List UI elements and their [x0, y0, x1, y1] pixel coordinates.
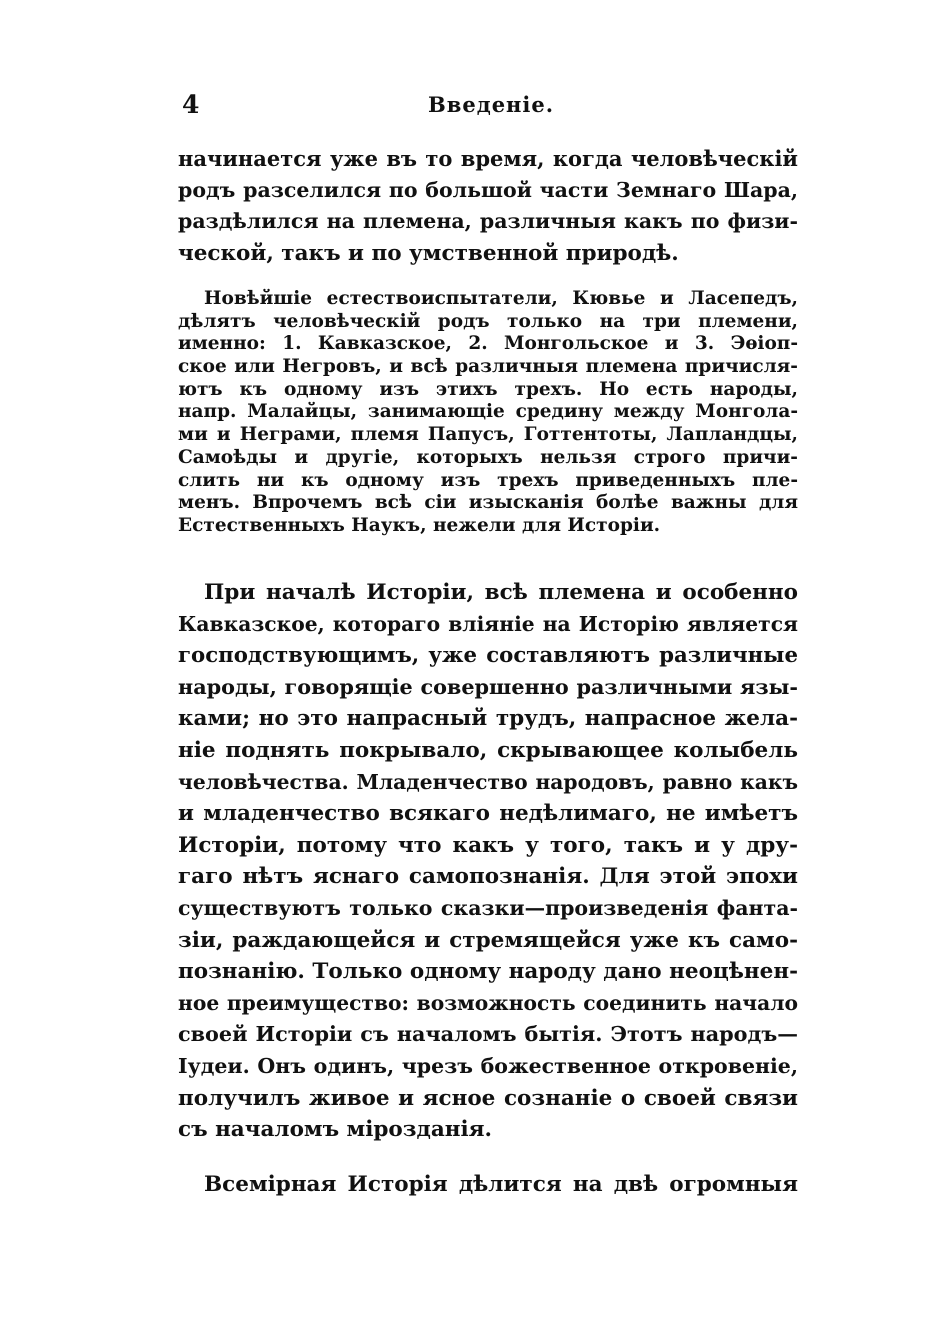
footnote-line: ютъ къ одному изъ этихъ трехъ. Но есть народы, [178, 378, 798, 400]
text-line: получилъ живое и ясное сознаніе о своей связи [178, 1085, 798, 1111]
text-line: существуютъ только сказки—произведенія фанта- [178, 895, 798, 920]
text-line: Исторіи, потому что какъ у того, такъ и у дру- [178, 832, 798, 858]
running-title: Введеніе. [428, 92, 555, 117]
text-line: начинается уже въ то время, когда человѣческій [178, 146, 798, 171]
text-line: своей Исторіи съ началомъ бытія. Этотъ народъ— [178, 1022, 798, 1047]
text-line: Всемірная Исторія дѣлится на двѣ огромныя [204, 1172, 798, 1197]
text-line: и младенчество всякаго недѣлимаго, не имѣетъ [178, 801, 798, 827]
text-line: Іудеи. Онъ одинъ, чрезъ божественное откровеніе, [178, 1053, 798, 1078]
paragraph-continuation [178, 143, 798, 269]
footnote-line: именно: 1. Кавказское, 2. Монгольское и 3. Эѳіоп- [178, 333, 798, 355]
text-line: ками; но это напрасный трудъ, напрасное жела- [178, 706, 798, 732]
text-line: раздѣлился на племена, различныя какъ по физи- [178, 209, 798, 234]
text-line: господствующимъ, уже составляютъ различные [178, 643, 798, 669]
text-line: человѣчества. Младенчество народовъ, равно какъ [178, 769, 798, 794]
text-line: съ началомъ мірозданія. [178, 1117, 493, 1143]
footnote-line: дѣлятъ человѣческій родъ только на три племени, [178, 310, 798, 332]
text-line: ніе поднять покрывало, скрывающее колыбель [178, 737, 798, 763]
footnote-line: ми и Неграми, племя Папусъ, Готтентоты, Лапландцы, [178, 424, 798, 446]
text-line: ческой, такъ и по умственной природѣ. [178, 240, 679, 266]
footnote-block [178, 288, 798, 538]
page-header [178, 90, 798, 120]
text-line: ное преимущество: возможность соединить начало [178, 990, 798, 1015]
paragraph-history-beginning [178, 577, 798, 1146]
page-number: 4 [182, 90, 200, 119]
footnote-line: слить ни къ одному изъ трехъ приведенныхъ пле- [178, 469, 798, 491]
footnote-line: ское или Негровъ, и всѣ различныя племена причисля- [178, 356, 798, 378]
text-line: При началѣ Исторіи, всѣ племена и особенно [204, 580, 798, 605]
text-line: гаго нѣтъ яснаго самопознанія. Для этой эпохи [178, 864, 798, 890]
footnote-line: менъ. Впрочемъ всѣ сіи изысканія болѣе важны для [178, 492, 798, 514]
text-line: Кавказское, котораго вліяніе на Исторію является [178, 611, 798, 636]
paragraph-world-history [178, 1169, 798, 1201]
footnote-line: напр. Малайцы, занимающіе средину между Монгола- [178, 401, 798, 423]
text-line: познанію. Только одному народу дано неоцѣнен- [178, 959, 798, 985]
text-line: зіи, раждающейся и стремящейся уже къ само- [178, 927, 798, 953]
footnote-line: Новѣйшіе естествоиспытатели, Кювье и Ласепедъ, [204, 288, 798, 309]
footnote-line: Естественныхъ Наукъ, нежели для Исторіи. [178, 514, 661, 536]
footnote-line: Самоѣды и другіе, которыхъ нельзя строго причи- [178, 446, 798, 468]
text-line: родъ разселился по большой части Земнаго Шара, [178, 177, 798, 202]
text-line: народы, говорящіе совершенно различными язы- [178, 674, 798, 699]
